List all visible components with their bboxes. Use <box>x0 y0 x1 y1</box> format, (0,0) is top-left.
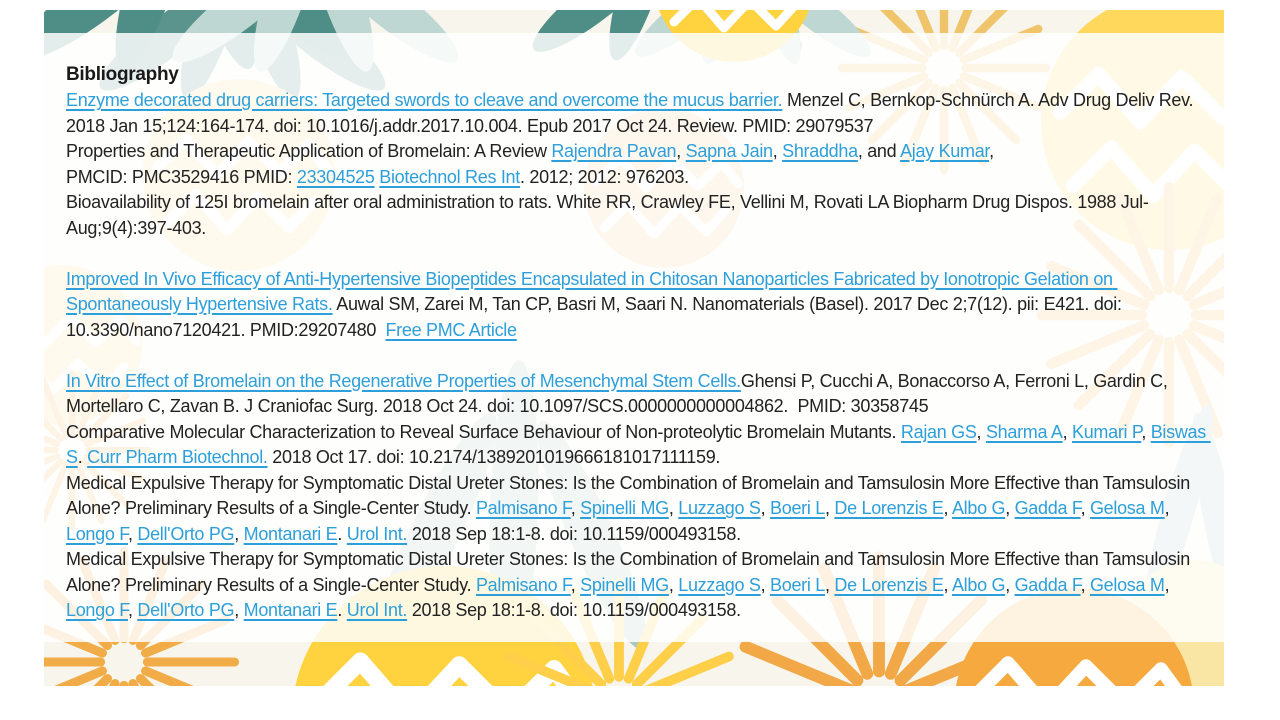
citation-link[interactable]: Dell'Orto PG <box>137 600 235 620</box>
citation-link[interactable]: Biswas S <box>66 421 1211 467</box>
citation-link[interactable]: Gelosa M <box>1089 574 1165 595</box>
citation-text: . <box>77 447 88 467</box>
citation-text: , <box>570 498 581 518</box>
citation-text: PMCID: PMC3529416 PMID: <box>66 166 297 187</box>
citation-text: Bioavailability of 125I bromelain after oral administration to rats. White RR, Crawley FE, Vellini M, Rovati LA Biopharm Drug Dispos. 1988 Jul-Aug;9(4):397-403. <box>66 192 1149 238</box>
citation-text: . 2012; 2012: 976203. <box>519 166 689 187</box>
citation-link[interactable]: Boeri L <box>770 498 825 518</box>
citation-link[interactable]: Ajay Kumar <box>900 141 990 161</box>
citation-link[interactable]: Gelosa M <box>1089 498 1165 518</box>
citation-text: , <box>943 498 952 518</box>
citation-text: , <box>1164 574 1175 595</box>
bibliography-paragraph <box>66 547 1216 624</box>
citation-link[interactable]: Luzzago S <box>678 498 761 518</box>
citation-link[interactable]: De Lorenzis E <box>834 498 944 518</box>
citation-link[interactable]: Rajendra Pavan <box>551 141 677 161</box>
citation-text: Menzel C, Bernkop-Schnürch A. Adv Drug Deliv Rev. 2018 Jan 15;124:164-174. doi: 10.1016/j.addr.2017.10.004. Epub 2017 Oct 24. Review. PMID: 29079537 <box>66 90 1198 136</box>
citation-text: , <box>772 141 783 161</box>
citation-text: , <box>1062 421 1072 442</box>
bibliography-paragraph <box>66 139 1216 165</box>
citation-text: , <box>760 498 771 518</box>
citation-link[interactable]: Spinelli MG <box>580 574 669 595</box>
bibliography-paragraph <box>66 471 1216 548</box>
page-title: Bibliography <box>66 64 179 85</box>
citation-link[interactable]: Urol Int. <box>346 523 408 544</box>
citation-text: , <box>1080 498 1090 518</box>
citation-link[interactable]: Rajan GS <box>900 421 977 442</box>
citation-link[interactable]: Palmisano F <box>475 498 571 518</box>
bibliography-paragraph <box>66 190 1216 241</box>
citation-text: , <box>1164 498 1175 518</box>
citation-text: , <box>1005 574 1015 595</box>
citation-text: , <box>824 498 835 518</box>
citation-link[interactable]: Montanari E <box>243 523 338 544</box>
citation-link[interactable]: Luzzago S <box>678 574 761 595</box>
citation-text: , <box>234 600 244 620</box>
citation-link[interactable]: Improved In Vivo Efficacy of Anti-Hypertensive Biopeptides Encapsulated in Chitosan Nanoparticles Fabricated by Ionotropic Gelation on Spontaneously Hypertensive Rats. <box>66 268 1118 314</box>
citation-text: . <box>337 600 347 620</box>
citation-text: , <box>676 141 686 161</box>
citation-link[interactable]: Gadda F <box>1014 574 1081 595</box>
citation-text: 2018 Oct 17. doi: 10.2174/1389201019666181017111159. <box>267 447 721 467</box>
citation-text: , <box>127 600 138 620</box>
bibliography-paragraph <box>66 165 1216 191</box>
citation-text: , and <box>857 141 901 161</box>
citation-text: Ghensi P, Cucchi A, Bonaccorso A, Ferroni L, Gardin C, Mortellaro C, Zavan B. J Craniofac Surg. 2018 Oct 24. doi: 10.1097/SCS.0000000000004862. PMID: 30358745 <box>66 370 1173 416</box>
citation-text: , <box>570 574 581 595</box>
citation-link[interactable]: Albo G <box>951 574 1006 595</box>
citation-link[interactable]: Longo F <box>66 523 128 544</box>
bibliography-list <box>66 88 1216 624</box>
citation-link[interactable]: Sapna Jain <box>685 141 773 161</box>
citation-text: , <box>1005 498 1015 518</box>
citation-link[interactable]: Boeri L <box>770 574 825 595</box>
paragraph-spacer <box>66 241 1216 267</box>
citation-link[interactable]: Curr Pharm Biotechnol. <box>87 447 268 467</box>
citation-text: Properties and Therapeutic Application of Bromelain: A Review <box>66 141 552 161</box>
citation-link[interactable]: Biotechnol Res Int <box>379 166 520 187</box>
citation-text: , <box>1080 574 1090 595</box>
citation-text: , <box>127 523 138 544</box>
citation-link[interactable]: Enzyme decorated drug carriers: Targeted swords to cleave and overcome the mucus barrier. <box>66 90 783 110</box>
citation-link[interactable]: Longo F <box>66 600 128 620</box>
citation-text: Medical Expulsive Therapy for Symptomatic Distal Ureter Stones: Is the Combination of Bromelain and Tamsulosin More Effective than Tamsulosin Alone? Preliminary Results of a Single-Center Study. <box>66 549 1194 595</box>
citation-text: , <box>668 574 679 595</box>
citation-link[interactable]: Albo G <box>951 498 1006 518</box>
citation-text: , <box>824 574 835 595</box>
citation-link[interactable]: Spinelli MG <box>580 498 669 518</box>
citation-text: Medical Expulsive Therapy for Symptomatic Distal Ureter Stones: Is the Combination of Bromelain and Tamsulosin More Effective than Tamsulosin Alone? Preliminary Results of a Single-Center Study. <box>66 472 1194 518</box>
bibliography-paragraph <box>66 267 1216 344</box>
citation-text: 2018 Sep 18:1-8. doi: 10.1159/000493158. <box>407 523 741 544</box>
bibliography-paragraph <box>66 420 1216 471</box>
citation-link[interactable]: Dell'Orto PG <box>137 523 235 544</box>
citation-text: , <box>989 141 994 161</box>
citation-link[interactable]: In Vitro Effect of Bromelain on the Regenerative Properties of Mesenchymal Stem Cells. <box>66 370 741 391</box>
citation-link[interactable]: Kumari P <box>1072 421 1142 442</box>
citation-link[interactable]: Shraddha <box>782 141 858 161</box>
slide <box>44 10 1224 686</box>
citation-text: 2018 Sep 18:1-8. doi: 10.1159/000493158. <box>407 600 741 620</box>
citation-link[interactable]: 23304525 <box>296 166 375 187</box>
citation-text: Comparative Molecular Characterization to Reveal Surface Behaviour of Non-proteolytic Bromelain Mutants. <box>66 421 901 442</box>
paragraph-spacer <box>66 343 1216 369</box>
citation-link[interactable]: Gadda F <box>1014 498 1081 518</box>
citation-link[interactable]: Palmisano F <box>475 574 571 595</box>
citation-text: , <box>760 574 771 595</box>
citation-text: , <box>1141 421 1151 442</box>
bibliography-paragraph <box>66 88 1216 139</box>
citation-link[interactable]: Urol Int. <box>346 600 408 620</box>
bibliography-paragraph <box>66 369 1216 420</box>
citation-link[interactable]: De Lorenzis E <box>834 574 944 595</box>
citation-link[interactable]: Montanari E <box>243 600 338 620</box>
citation-link[interactable]: Sharma A <box>985 421 1063 442</box>
citation-text: , <box>668 498 679 518</box>
citation-text: , <box>976 421 986 442</box>
citation-text: . <box>337 523 347 544</box>
bibliography-content <box>66 62 1216 624</box>
citation-link[interactable]: Free PMC Article <box>385 319 517 340</box>
citation-text: , <box>943 574 952 595</box>
citation-text: , <box>234 523 244 544</box>
citation-text: Auwal SM, Zarei M, Tan CP, Basri M, Saari N. Nanomaterials (Basel). 2017 Dec 2;7(12). pii: E421. doi: 10.3390/nano7120421. PMID:29207480 <box>66 294 1127 340</box>
